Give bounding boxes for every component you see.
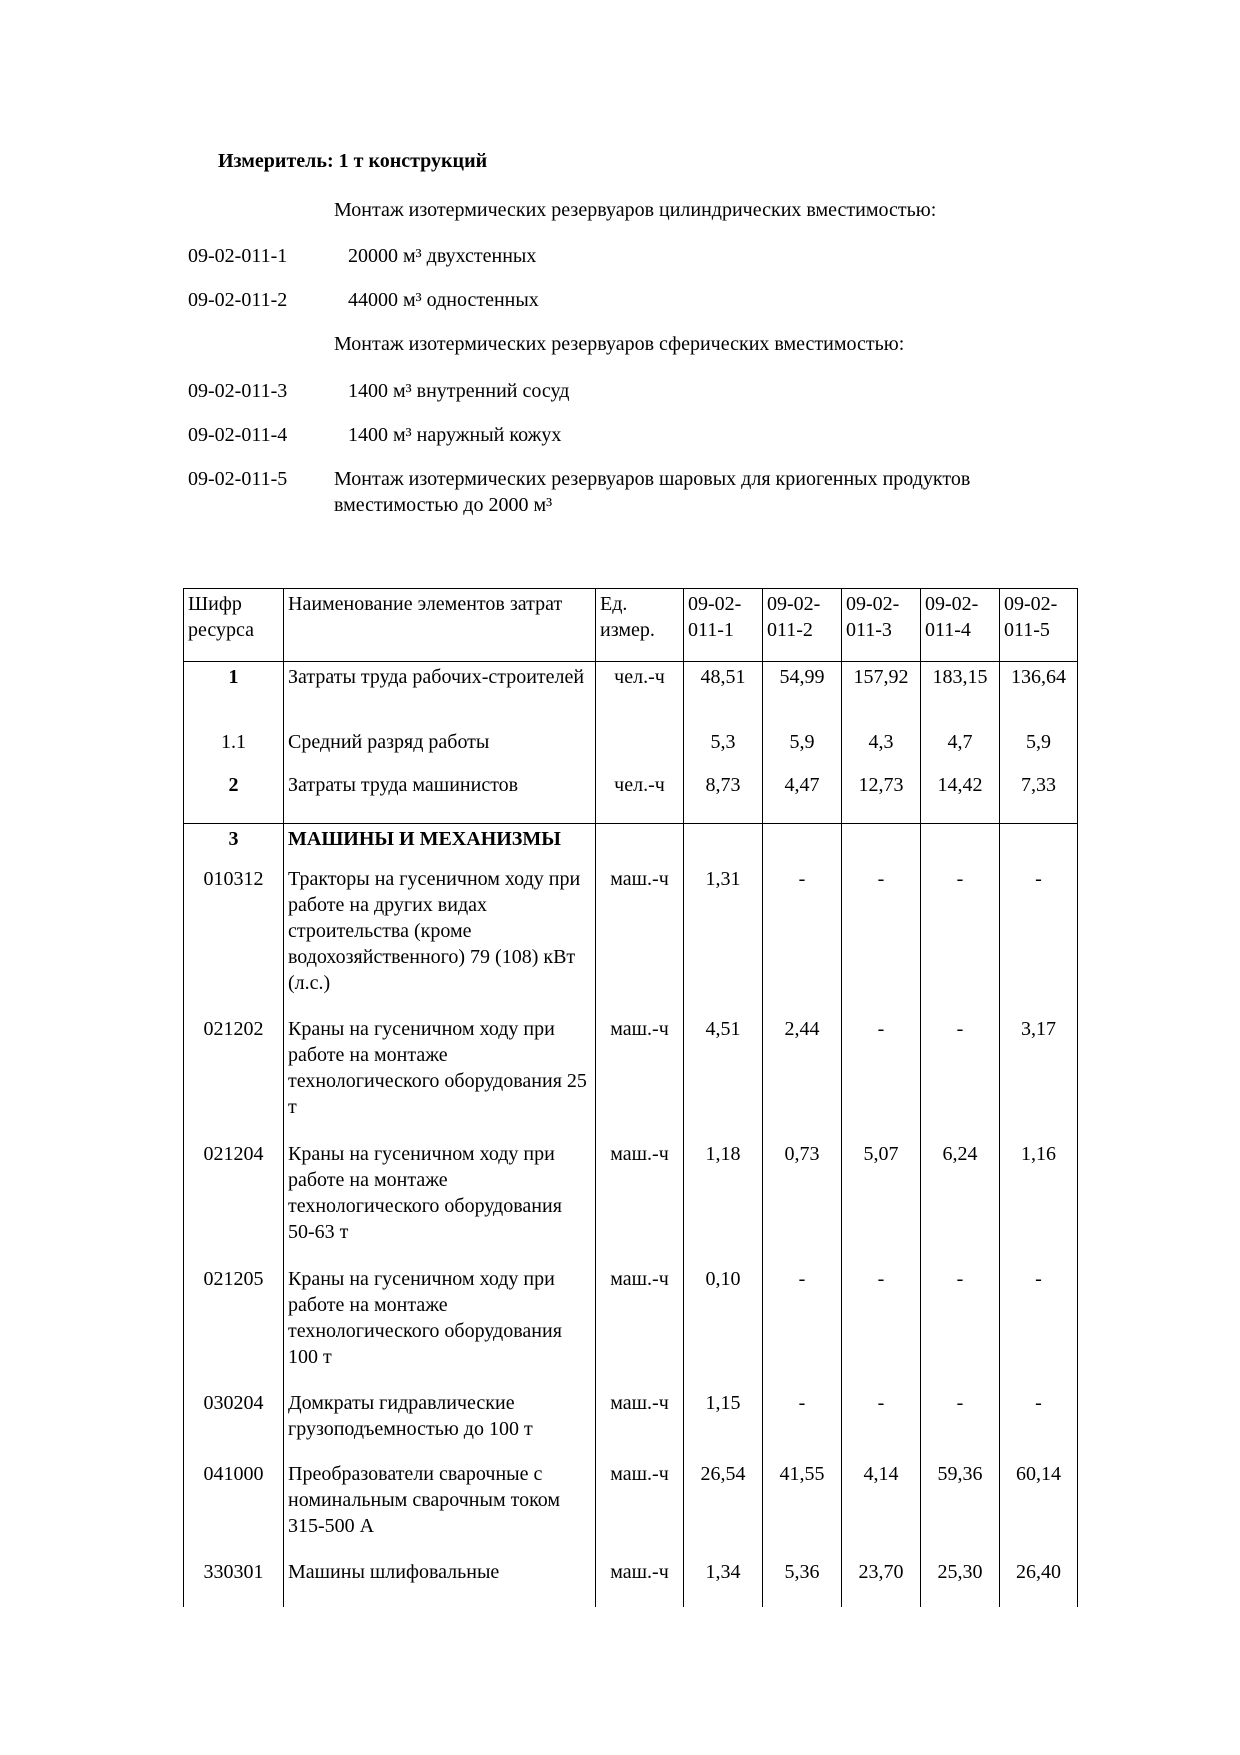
resource-code-cell: 3: [184, 824, 284, 864]
unit-cell: [596, 824, 684, 864]
resource-code-cell: 030204: [184, 1388, 284, 1459]
resource-table: [183, 588, 1078, 1607]
value-cell: -: [763, 864, 842, 1014]
value-cell: 8,73: [684, 770, 763, 824]
value-cell: -: [921, 1388, 1000, 1459]
item-code: 09-02-011-5: [188, 468, 288, 490]
unit-cell: маш.-ч: [596, 1264, 684, 1388]
resource-name-cell: Средний разряд работы: [284, 727, 596, 770]
header-cell: 09-02-011-1: [684, 589, 763, 662]
resource-name-cell: Краны на гусеничном ходу при работе на монтаже технологического оборудования 25 т: [284, 1014, 596, 1139]
value-cell: 1,18: [684, 1139, 763, 1264]
unit-cell: маш.-ч: [596, 1388, 684, 1459]
unit-cell: маш.-ч: [596, 1557, 684, 1607]
header-cell: 09-02-011-2: [763, 589, 842, 662]
resource-name-cell: Затраты труда машинистов: [284, 770, 596, 824]
unit-cell: чел.-ч: [596, 662, 684, 727]
value-cell: 23,70: [842, 1557, 921, 1607]
table-header-row: [184, 589, 1078, 662]
value-cell: 5,07: [842, 1139, 921, 1264]
resource-code-cell: 021202: [184, 1014, 284, 1139]
value-cell: 25,30: [921, 1557, 1000, 1607]
header-cell: 09-02-011-4: [921, 589, 1000, 662]
value-cell: 136,64: [1000, 662, 1078, 727]
item-code: 09-02-011-2: [188, 289, 288, 311]
value-cell: -: [842, 1388, 921, 1459]
value-cell: [684, 824, 763, 864]
item-code: 09-02-011-3: [188, 380, 288, 402]
item-text-continued: вместимостью до 2000 м³: [334, 494, 553, 516]
table-row: [184, 662, 1078, 727]
value-cell: 1,16: [1000, 1139, 1078, 1264]
header-cell: 09-02-011-3: [842, 589, 921, 662]
resource-name-cell: Затраты труда рабочих-строителей: [284, 662, 596, 727]
value-cell: 1,34: [684, 1557, 763, 1607]
value-cell: 54,99: [763, 662, 842, 727]
item-text: 20000 м³ двухстенных: [348, 245, 537, 267]
value-cell: 4,3: [842, 727, 921, 770]
resource-code-cell: 041000: [184, 1459, 284, 1557]
resource-code-cell: 010312: [184, 864, 284, 1014]
value-cell: -: [763, 1264, 842, 1388]
section-heading: Монтаж изотермических резервуаров цилиндрических вместимостью:: [334, 199, 937, 221]
value-cell: 157,92: [842, 662, 921, 727]
resource-name-cell: Домкраты гидравлические грузоподъемностью до 100 т: [284, 1388, 596, 1459]
value-cell: -: [921, 1264, 1000, 1388]
value-cell: 41,55: [763, 1459, 842, 1557]
table-row: [184, 1388, 1078, 1459]
resource-code-cell: 021205: [184, 1264, 284, 1388]
resource-code-cell: 2: [184, 770, 284, 824]
value-cell: -: [1000, 1264, 1078, 1388]
table-row: [184, 1264, 1078, 1388]
value-cell: 5,36: [763, 1557, 842, 1607]
value-cell: 4,51: [684, 1014, 763, 1139]
value-cell: 1,31: [684, 864, 763, 1014]
value-cell: 5,3: [684, 727, 763, 770]
value-cell: 1,15: [684, 1388, 763, 1459]
table-row: [184, 1459, 1078, 1557]
item-text: Монтаж изотермических резервуаров шаровых для криогенных продуктов: [334, 468, 971, 490]
value-cell: 4,7: [921, 727, 1000, 770]
value-cell: 3,17: [1000, 1014, 1078, 1139]
value-cell: 14,42: [921, 770, 1000, 824]
resource-name-cell: Машины шлифовальные: [284, 1557, 596, 1607]
unit-cell: маш.-ч: [596, 864, 684, 1014]
header-cell: 09-02-011-5: [1000, 589, 1078, 662]
value-cell: [1000, 824, 1078, 864]
item-text: 44000 м³ одностенных: [348, 289, 539, 311]
value-cell: 4,14: [842, 1459, 921, 1557]
unit-cell: маш.-ч: [596, 1459, 684, 1557]
resource-code-cell: 021204: [184, 1139, 284, 1264]
value-cell: 5,9: [1000, 727, 1078, 770]
table-row: [184, 727, 1078, 770]
table-row: [184, 1139, 1078, 1264]
value-cell: 26,40: [1000, 1557, 1078, 1607]
item-text: 1400 м³ наружный кожух: [348, 424, 562, 446]
item-text: 1400 м³ внутренний сосуд: [348, 380, 570, 402]
value-cell: 48,51: [684, 662, 763, 727]
resource-code-cell: 1.1: [184, 727, 284, 770]
value-cell: [763, 824, 842, 864]
value-cell: 2,44: [763, 1014, 842, 1139]
value-cell: -: [921, 1014, 1000, 1139]
unit-cell: маш.-ч: [596, 1139, 684, 1264]
resource-name-cell: МАШИНЫ И МЕХАНИЗМЫ: [284, 824, 596, 864]
measure-label: Измеритель: 1 т конструкций: [218, 150, 488, 172]
value-cell: [842, 824, 921, 864]
header-cell: Ед. измер.: [596, 589, 684, 662]
table-row: [184, 1014, 1078, 1139]
value-cell: -: [842, 1264, 921, 1388]
value-cell: -: [842, 864, 921, 1014]
value-cell: 12,73: [842, 770, 921, 824]
table-row: [184, 864, 1078, 1014]
value-cell: 60,14: [1000, 1459, 1078, 1557]
value-cell: 59,36: [921, 1459, 1000, 1557]
value-cell: 26,54: [684, 1459, 763, 1557]
value-cell: -: [842, 1014, 921, 1139]
resource-name-cell: Краны на гусеничном ходу при работе на монтаже технологического оборудования 100 т: [284, 1264, 596, 1388]
section-heading: Монтаж изотермических резервуаров сферических вместимостью:: [334, 333, 905, 355]
value-cell: -: [921, 864, 1000, 1014]
header-cell: Шифр ресурса: [184, 589, 284, 662]
resource-name-cell: Преобразователи сварочные с номинальным сварочным током 315-500 А: [284, 1459, 596, 1557]
value-cell: -: [763, 1388, 842, 1459]
value-cell: 183,15: [921, 662, 1000, 727]
value-cell: 0,10: [684, 1264, 763, 1388]
item-code: 09-02-011-1: [188, 245, 288, 267]
item-code: 09-02-011-4: [188, 424, 288, 446]
resource-name-cell: Краны на гусеничном ходу при работе на монтаже технологического оборудования 50-63 т: [284, 1139, 596, 1264]
value-cell: 6,24: [921, 1139, 1000, 1264]
resource-code-cell: 330301: [184, 1557, 284, 1607]
table-row: [184, 770, 1078, 824]
value-cell: 7,33: [1000, 770, 1078, 824]
resource-name-cell: Тракторы на гусеничном ходу при работе на других видах строительства (кроме водохозяйственного) 79 (108) кВт (л.с.): [284, 864, 596, 1014]
value-cell: -: [1000, 1388, 1078, 1459]
table-row: [184, 824, 1078, 864]
resource-code-cell: 1: [184, 662, 284, 727]
value-cell: -: [1000, 864, 1078, 1014]
unit-cell: маш.-ч: [596, 1014, 684, 1139]
value-cell: 5,9: [763, 727, 842, 770]
unit-cell: [596, 727, 684, 770]
value-cell: 0,73: [763, 1139, 842, 1264]
header-cell: Наименование элементов затрат: [284, 589, 596, 662]
value-cell: [921, 824, 1000, 864]
unit-cell: чел.-ч: [596, 770, 684, 824]
value-cell: 4,47: [763, 770, 842, 824]
table-row: [184, 1557, 1078, 1607]
